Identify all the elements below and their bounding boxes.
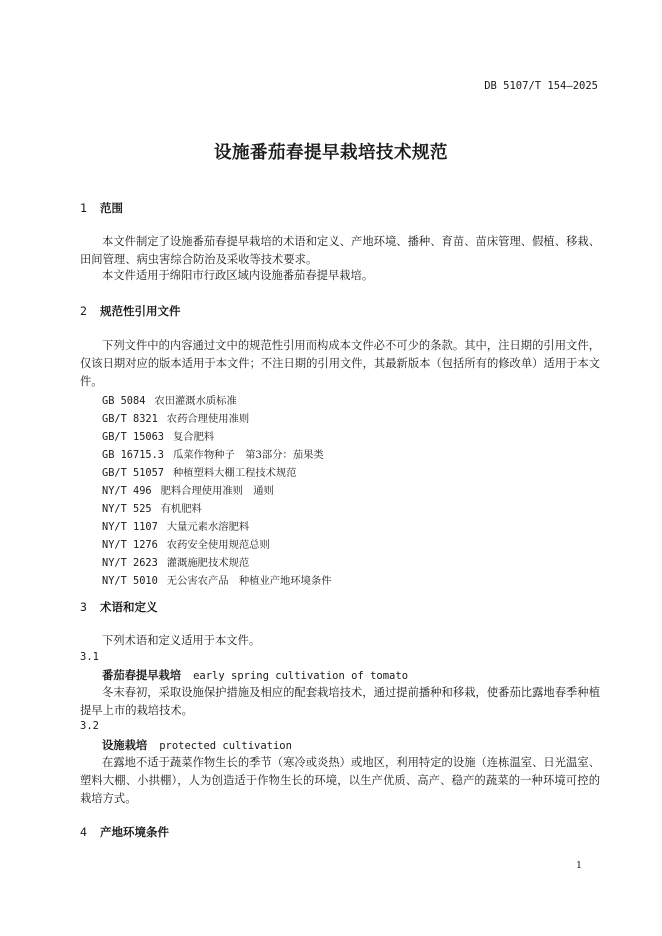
reference-name: 无公害农产品 种植业产地环境条件 bbox=[166, 575, 332, 587]
reference-code: NY/T 1107 bbox=[102, 521, 158, 533]
section-title: 术语和定义 bbox=[100, 600, 158, 614]
section-title: 范围 bbox=[100, 201, 123, 215]
reference-item bbox=[102, 410, 332, 428]
section-number: 2 bbox=[80, 304, 87, 318]
reference-name: 种植塑料大棚工程技术规范 bbox=[173, 467, 297, 479]
reference-item bbox=[102, 428, 332, 446]
reference-name: 肥料合理使用准则 通则 bbox=[160, 485, 274, 497]
reference-name: 瓜菜作物种子 第3部分：茄果类 bbox=[173, 449, 324, 461]
reference-code: NY/T 5010 bbox=[102, 575, 158, 587]
reference-item bbox=[102, 464, 332, 482]
reference-item bbox=[102, 392, 332, 410]
reference-name: 农田灌溉水质标准 bbox=[154, 395, 237, 407]
term-number: 3.1 bbox=[80, 651, 99, 663]
section-number: 1 bbox=[80, 201, 87, 215]
section-heading-terms-definitions bbox=[80, 599, 158, 615]
reference-code: NY/T 1276 bbox=[102, 539, 158, 551]
term-chinese: 番茄春提早栽培 bbox=[102, 669, 182, 682]
page-number: 1 bbox=[575, 860, 582, 871]
reference-name: 农药安全使用规范总则 bbox=[166, 539, 270, 551]
reference-item bbox=[102, 554, 332, 572]
reference-code: GB/T 51057 bbox=[102, 467, 164, 479]
reference-item bbox=[102, 572, 332, 590]
reference-name: 农药合理使用准则 bbox=[166, 413, 250, 425]
term-chinese: 设施栽培 bbox=[102, 739, 148, 752]
reference-list bbox=[102, 392, 332, 590]
reference-code: NY/T 496 bbox=[102, 485, 152, 497]
section-number: 4 bbox=[80, 825, 87, 839]
section-heading-environment bbox=[80, 824, 169, 840]
reference-code: NY/T 525 bbox=[102, 503, 152, 515]
term-definition: 在露地不适于蔬菜作物生长的季节（寒冷或炎热）或地区，利用特定的设施（连栋温室、日光温室、塑料大棚、小拱棚），人为创造适于作物生长的环境，以生产优质、高产、稳产的蔬菜的一种环境可控的栽培方式。 bbox=[80, 756, 600, 805]
document-title: 设施番茄春提早栽培技术规范 bbox=[214, 143, 448, 163]
scope-paragraph: 本文件制定了设施番茄春提早栽培的术语和定义、产地环境、播种、育苗、苗床管理、假植、移栽、田间管理、病虫害综合防治及采收等技术要求。 bbox=[80, 235, 600, 266]
section-heading-scope bbox=[80, 200, 123, 216]
section-number: 3 bbox=[80, 600, 87, 614]
reference-code: GB 16715.3 bbox=[102, 449, 164, 461]
reference-item bbox=[102, 500, 332, 518]
reference-code: GB 5084 bbox=[102, 395, 146, 407]
reference-name: 大量元素水溶肥料 bbox=[166, 521, 250, 533]
term-heading bbox=[102, 737, 292, 753]
terms-intro-paragraph: 下列术语和定义适用于本文件。 bbox=[102, 634, 261, 647]
reference-name: 有机肥料 bbox=[160, 503, 202, 515]
reference-code: GB/T 8321 bbox=[102, 413, 158, 425]
scope-applicability-paragraph: 本文件适用于绵阳市行政区域内设施番茄春提早栽培。 bbox=[102, 269, 374, 282]
reference-item bbox=[102, 518, 332, 536]
reference-name: 复合肥料 bbox=[173, 431, 215, 443]
term-heading bbox=[102, 667, 408, 683]
term-english: early spring cultivation of tomato bbox=[193, 670, 409, 682]
section-title: 产地环境条件 bbox=[100, 825, 169, 839]
section-title: 规范性引用文件 bbox=[100, 304, 181, 318]
reference-code: NY/T 2623 bbox=[102, 557, 158, 569]
reference-name: 灌溉施肥技术规范 bbox=[166, 557, 250, 569]
reference-item bbox=[102, 482, 332, 500]
document-code: DB 5107/T 154—2025 bbox=[484, 80, 598, 92]
reference-code: GB/T 15063 bbox=[102, 431, 164, 443]
section-heading-normative-references bbox=[80, 303, 181, 319]
reference-item bbox=[102, 536, 332, 554]
reference-item bbox=[102, 446, 332, 464]
references-intro-paragraph: 下列文件中的内容通过文中的规范性引用而构成本文件必不可少的条款。其中，注日期的引用文件，仅该日期对应的版本适用于本文件；不注日期的引用文件，其最新版本（包括所有的修改单）适用于本文件。 bbox=[80, 339, 600, 388]
term-english: protected cultivation bbox=[159, 740, 292, 752]
term-definition: 冬末春初，采取设施保护措施及相应的配套栽培技术，通过提前播种和移栽，使番茄比露地春季种植提早上市的栽培技术。 bbox=[80, 686, 600, 717]
term-number: 3.2 bbox=[80, 720, 99, 732]
